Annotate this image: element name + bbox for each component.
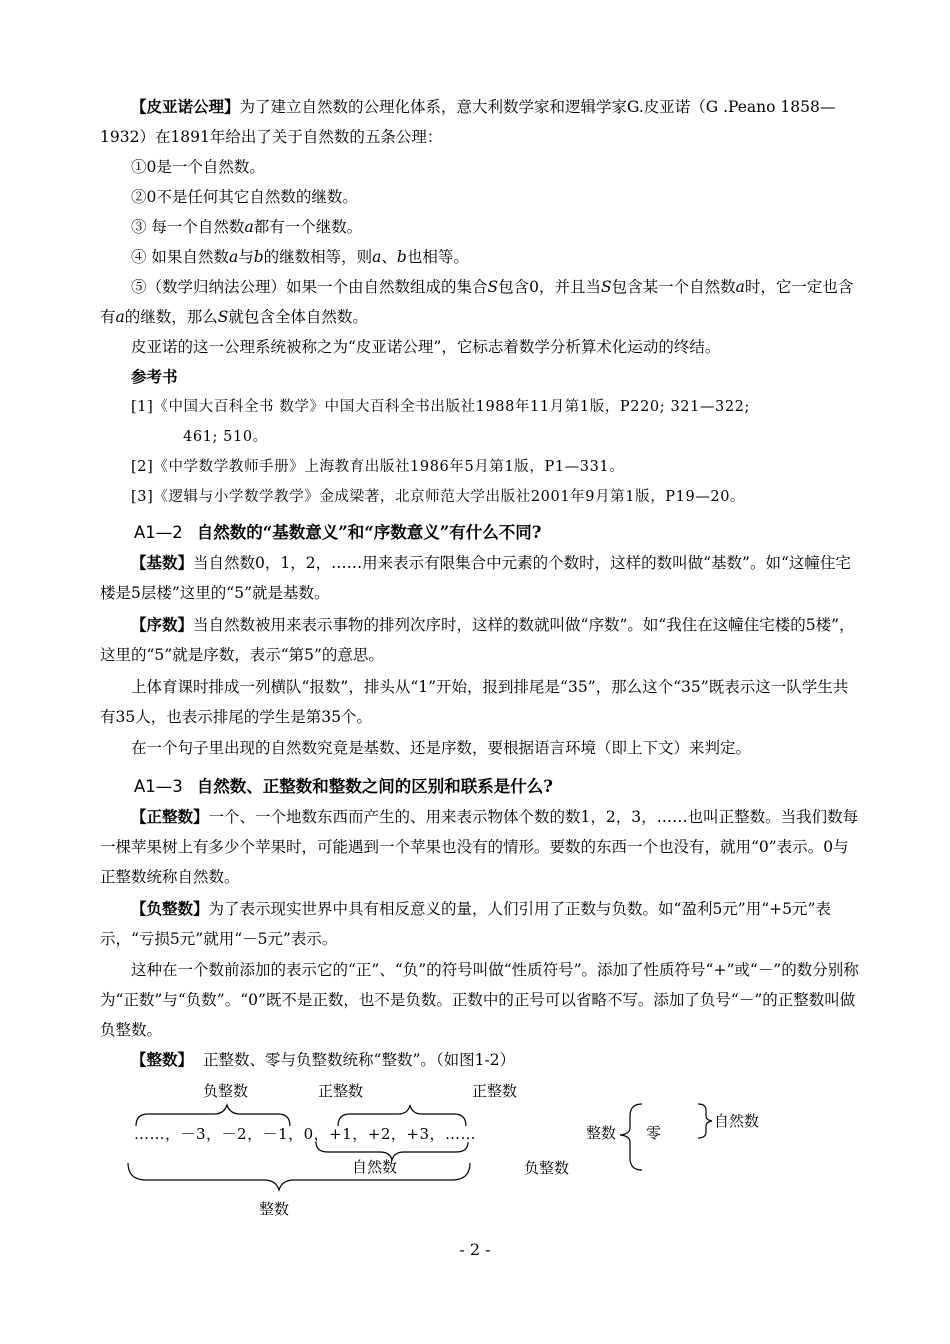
integer-term: 【整数】	[131, 1050, 194, 1069]
diagram-natural-numbers-label: 自然数	[352, 1158, 398, 1176]
brace-positive-integers	[338, 1105, 466, 1126]
section-code: A1—3	[134, 777, 183, 796]
negative-integer-term: 【负整数】	[131, 899, 209, 918]
tree-natural-numbers-label: 自然数	[714, 1112, 760, 1130]
diagram-integers-label: 整数	[259, 1200, 290, 1218]
sign-paragraph: 这种在一个数前添加的表示它的“正”、“负”的符号叫做“性质符号”。添加了性质符号“+”或“－”的数分别称为“正数”与“负数”。“0”既不是正数，也不是负数。正数中的正号可以省略不写。添加了负号“－”的正整数叫做负整数。	[100, 961, 859, 1039]
peano-conclusion: 皮亚诺的这一公理系统被称之为“皮亚诺公理”，它标志着数学分析算术化运动的终结。	[131, 338, 721, 356]
ordinal-paragraph: 【序数】当自然数被用来表示事物的排列次序时，这样的数就叫做“序数”。如“我住在这幢住宅楼的5楼”，这里的“5”就是序数，表示“第5”的意思。	[100, 615, 855, 664]
reference-3: [3]《逻辑与小学数学教学》金成梁著，北京师范大学出版社2001年9月第1版，P19—20。	[131, 489, 746, 505]
brace-integer-tree	[620, 1104, 642, 1170]
tree-positive-integers-label: 正整数	[472, 1082, 518, 1100]
tree-integers-root: 整数	[586, 1124, 617, 1142]
section-title: 自然数、正整数和整数之间的区别和联系是什么?	[196, 777, 553, 796]
peano-axiom-4: ④ 如果自然数a与b的继数相等，则a、b也相等。	[131, 248, 469, 266]
brace-natural-numbers	[316, 1142, 468, 1160]
peano-intro-text: 为了建立自然数的公理化体系，意大利数学家和逻辑学家G.皮亚诺（G .Peano 1858—1932）在1891年给出了关于自然数的五条公理：	[100, 98, 836, 146]
peano-axiom-1: ①0是一个自然数。	[131, 158, 265, 176]
section-title: 自然数的“基数意义”和“序数意义”有什么不同?	[196, 523, 542, 542]
references-heading: 参考书	[131, 367, 178, 386]
peano-axiom-5: ⑤（数学归纳法公理）如果一个由自然数组成的集合S包含0，并且当S包含某一个自然数a时，它一定也含有a的继数，那么S就包含全体自然数。	[100, 278, 854, 326]
ordinal-term: 【序数】	[131, 615, 194, 634]
cardinal-term: 【基数】	[131, 553, 194, 572]
reference-1-continued: 461; 510。	[183, 429, 268, 445]
reference-2: [2]《中学数学教师手册》上海教育出版社1986年5月第1版，P1—331。	[131, 459, 625, 475]
integer-paragraph: 【整数】 正整数、零与负整数统称“整数”。（如图1-2）	[131, 1050, 516, 1069]
section-code: A1—2	[134, 523, 183, 542]
cardinal-paragraph: 【基数】当自然数0，1，2，……用来表示有限集合中元素的个数时，这样的数叫做“基数”。如“这幢住宅楼是5层楼”这里的“5”就是基数。	[100, 553, 851, 602]
diagram-negative-integers-label: 负整数	[203, 1082, 249, 1100]
positive-integer-term: 【正整数】	[131, 807, 209, 826]
diagram-positive-integers-label: 正整数	[318, 1082, 364, 1100]
negative-integer-paragraph: 【负整数】为了表示现实世界中具有相反意义的量，人们引用了正数与负数。如“盈利5元”用“+5元”表示，“亏损5元”就用“－5元”表示。	[100, 899, 831, 948]
page-number: - 2 -	[459, 1240, 491, 1259]
brace-natural-tree	[698, 1104, 712, 1138]
brace-negative-integers	[136, 1105, 290, 1126]
tree-zero-label: 零	[646, 1124, 662, 1142]
brace-integers	[128, 1163, 470, 1190]
judge-paragraph: 在一个句子里出现的自然数究竟是基数、还是序数，要根据语言环境（即上下文）来判定。	[131, 739, 752, 757]
tree-negative-integers-label: 负整数	[524, 1159, 570, 1177]
lineup-example: 上体育课时排成一列横队“报数”，排头从“1”开始，报到排尾是“35”，那么这个“35”既表示这一队学生共有35人，也表示排尾的学生是第35个。	[100, 678, 849, 726]
positive-integer-paragraph: 【正整数】一个、一个地数东西而产生的、用来表示物体个数的数1，2，3，……也叫正整数。当我们数每一棵苹果树上有多少个苹果时，可能遇到一个苹果也没有的情形。要数的东西一个也没有，就用“0”表示。0与正整数统称自然数。	[100, 807, 859, 886]
diagram-number-sequence: ……，－3，－2，－1，0，+1，+2，+3，……	[134, 1125, 477, 1143]
peano-term: 【皮亚诺公理】	[131, 97, 240, 116]
peano-axiom-2: ②0不是任何其它自然数的继数。	[131, 188, 358, 206]
reference-1: [1]《中国大百科全书 数学》中国大百科全书出版社1988年11月第1版，P220; 321—322;	[131, 399, 750, 415]
peano-axiom-3: ③ 每一个自然数a都有一个继数。	[131, 218, 363, 236]
